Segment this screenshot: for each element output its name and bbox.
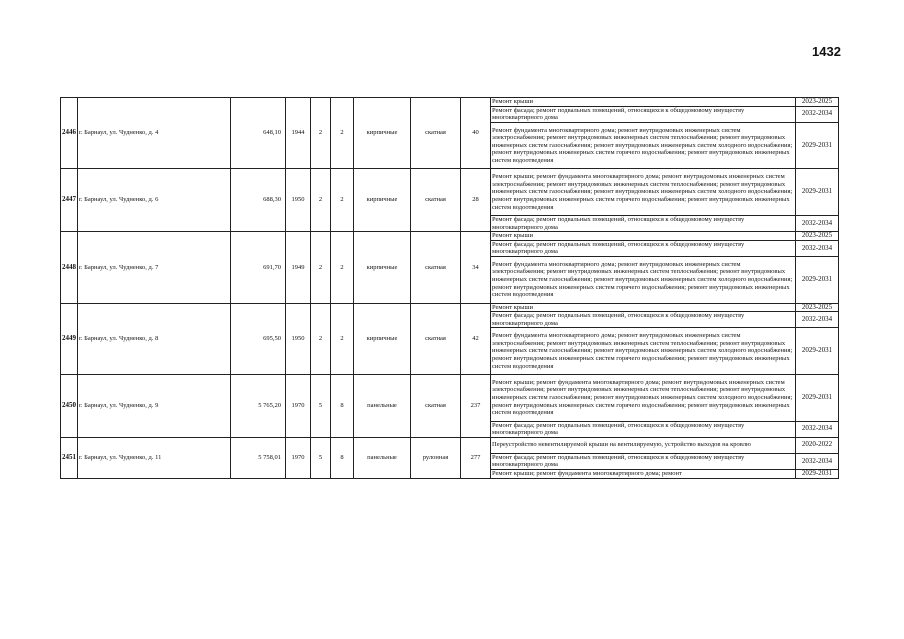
- work-description-cell: Ремонт крыши; ремонт фундамента многоквартирного дома; ремонт внутридомовых инженерных систем электроснабжения; ремонт внутридомовых инженерных систем теплоснабжения; ремонт внутридомовых инженерных систем газоснабжения; ремонт внутридомовых инженерных систем холодного водоснабжения; ремонт внутридомовых инженерных систем горячего водоснабжения; ремонт внутридомовых инженерных систем водоотведения: [491, 374, 796, 421]
- floors-cell: 5: [311, 437, 331, 478]
- residents-cell: 277: [461, 437, 491, 478]
- house-number-cell: 2446: [61, 98, 78, 169]
- area-cell: 5 765,20: [231, 374, 286, 437]
- build-year-cell: 1949: [286, 232, 311, 303]
- work-period-cell: 2032-2034: [796, 106, 839, 122]
- work-description-cell: Ремонт крыши; ремонт фундамента многоквартирного дома; ремонт: [491, 470, 796, 479]
- floors-cell: 2: [311, 232, 331, 303]
- build-year-cell: 1944: [286, 98, 311, 169]
- entrances-cell: 2: [331, 232, 354, 303]
- table-row: [61, 374, 839, 421]
- work-period-cell: 2029-2031: [796, 374, 839, 421]
- wall-material-cell: кирпичные: [354, 303, 411, 374]
- work-period-cell: 2023-2025: [796, 303, 839, 312]
- address-cell: г. Барнаул, ул. Чудненко, д. 9: [78, 374, 231, 437]
- work-period-cell: 2032-2034: [796, 453, 839, 469]
- residents-cell: 28: [461, 169, 491, 232]
- work-description-cell: Ремонт фундамента многоквартирного дома; ремонт внутридомовых инженерных систем электроснабжения; ремонт внутридомовых инженерных систем теплоснабжения; ремонт внутридомовых инженерных систем газоснабжения; ремонт внутридомовых инженерных систем холодного водоснабжения; ремонт внутридомовых инженерных систем горячего водоснабжения; ремонт внутридомовых инженерных систем водоотведения: [491, 122, 796, 169]
- work-description-cell: Ремонт крыши: [491, 303, 796, 312]
- wall-material-cell: кирпичные: [354, 169, 411, 232]
- wall-material-cell: панельные: [354, 437, 411, 478]
- work-description-cell: Ремонт фундамента многоквартирного дома; ремонт внутридомовых инженерных систем электроснабжения; ремонт внутридомовых инженерных систем теплоснабжения; ремонт внутридомовых инженерных систем газоснабжения; ремонт внутридомовых инженерных систем холодного водоснабжения; ремонт внутридомовых инженерных систем горячего водоснабжения; ремонт внутридомовых инженерных систем водоотведения: [491, 256, 796, 303]
- wall-material-cell: кирпичные: [354, 232, 411, 303]
- work-period-cell: 2023-2025: [796, 232, 839, 241]
- work-description-cell: Ремонт фасада; ремонт подвальных помещений, относящихся к общедомовому имуществу многоквартирного дома: [491, 106, 796, 122]
- residents-cell: 42: [461, 303, 491, 374]
- residents-cell: 34: [461, 232, 491, 303]
- page-number: 1432: [812, 44, 841, 59]
- work-description-cell: Ремонт фасада; ремонт подвальных помещений, относящихся к общедомовому имуществу многоквартирного дома: [491, 421, 796, 437]
- address-cell: г. Барнаул, ул. Чудненко, д. 7: [78, 232, 231, 303]
- address-cell: г. Барнаул, ул. Чудненко, д. 6: [78, 169, 231, 232]
- work-period-cell: 2032-2034: [796, 312, 839, 328]
- work-period-cell: 2029-2031: [796, 328, 839, 375]
- entrances-cell: 8: [331, 437, 354, 478]
- build-year-cell: 1950: [286, 169, 311, 232]
- work-description-cell: Ремонт фасада; ремонт подвальных помещений, относящихся к общедомовому имуществу многоквартирного дома: [491, 240, 796, 256]
- house-number-cell: 2447: [61, 169, 78, 232]
- entrances-cell: 8: [331, 374, 354, 437]
- house-number-cell: 2448: [61, 232, 78, 303]
- area-cell: 695,50: [231, 303, 286, 374]
- work-period-cell: 2029-2031: [796, 256, 839, 303]
- floors-cell: 2: [311, 303, 331, 374]
- work-period-cell: 2032-2034: [796, 421, 839, 437]
- work-period-cell: 2023-2025: [796, 98, 839, 107]
- area-cell: 648,10: [231, 98, 286, 169]
- build-year-cell: 1970: [286, 437, 311, 478]
- area-cell: 688,30: [231, 169, 286, 232]
- work-description-cell: Ремонт крыши; ремонт фундамента многоквартирного дома; ремонт внутридомовых инженерных систем электроснабжения; ремонт внутридомовых инженерных систем теплоснабжения; ремонт внутридомовых инженерных систем газоснабжения; ремонт внутридомовых инженерных систем холодного водоснабжения; ремонт внутридомовых инженерных систем горячего водоснабжения; ремонт внутридомовых инженерных систем водоотведения: [491, 169, 796, 216]
- roof-type-cell: рулонная: [411, 437, 461, 478]
- address-cell: г. Барнаул, ул. Чудненко, д. 11: [78, 437, 231, 478]
- roof-type-cell: скатная: [411, 98, 461, 169]
- entrances-cell: 2: [331, 303, 354, 374]
- table-row: [61, 437, 839, 453]
- work-period-cell: 2032-2034: [796, 215, 839, 231]
- wall-material-cell: кирпичные: [354, 98, 411, 169]
- roof-type-cell: скатная: [411, 374, 461, 437]
- table-row: [61, 169, 839, 216]
- capital-repair-table: [60, 97, 839, 479]
- residents-cell: 237: [461, 374, 491, 437]
- entrances-cell: 2: [331, 98, 354, 169]
- work-description-cell: Ремонт фундамента многоквартирного дома; ремонт внутридомовых инженерных систем электроснабжения; ремонт внутридомовых инженерных систем теплоснабжения; ремонт внутридомовых инженерных систем газоснабжения; ремонт внутридомовых инженерных систем холодного водоснабжения; ремонт внутридомовых инженерных систем горячего водоснабжения; ремонт внутридомовых инженерных систем водоотведения: [491, 328, 796, 375]
- area-cell: 5 758,01: [231, 437, 286, 478]
- work-description-cell: Ремонт крыши: [491, 232, 796, 241]
- wall-material-cell: панельные: [354, 374, 411, 437]
- work-description-cell: Переустройство невентилируемой крыши на вентилируемую, устройство выходов на кровлю: [491, 437, 796, 453]
- floors-cell: 2: [311, 169, 331, 232]
- work-period-cell: 2029-2031: [796, 470, 839, 479]
- work-period-cell: 2029-2031: [796, 169, 839, 216]
- work-period-cell: 2032-2034: [796, 240, 839, 256]
- floors-cell: 2: [311, 98, 331, 169]
- build-year-cell: 1970: [286, 374, 311, 437]
- roof-type-cell: скатная: [411, 169, 461, 232]
- work-period-cell: 2029-2031: [796, 122, 839, 169]
- work-description-cell: Ремонт фасада; ремонт подвальных помещений, относящихся к общедомовому имуществу многоквартирного дома: [491, 215, 796, 231]
- work-description-cell: Ремонт фасада; ремонт подвальных помещений, относящихся к общедомовому имуществу многоквартирного дома: [491, 312, 796, 328]
- roof-type-cell: скатная: [411, 232, 461, 303]
- build-year-cell: 1950: [286, 303, 311, 374]
- address-cell: г. Барнаул, ул. Чудненко, д. 8: [78, 303, 231, 374]
- house-number-cell: 2451: [61, 437, 78, 478]
- floors-cell: 5: [311, 374, 331, 437]
- roof-type-cell: скатная: [411, 303, 461, 374]
- residents-cell: 40: [461, 98, 491, 169]
- house-number-cell: 2450: [61, 374, 78, 437]
- house-number-cell: 2449: [61, 303, 78, 374]
- table-row: [61, 98, 839, 107]
- table-row: [61, 232, 839, 241]
- area-cell: 691,70: [231, 232, 286, 303]
- work-period-cell: 2020-2022: [796, 437, 839, 453]
- work-description-cell: Ремонт фасада; ремонт подвальных помещений, относящихся к общедомовому имуществу многоквартирного дома: [491, 453, 796, 469]
- entrances-cell: 2: [331, 169, 354, 232]
- work-description-cell: Ремонт крыши: [491, 98, 796, 107]
- address-cell: г. Барнаул, ул. Чудненко, д. 4: [78, 98, 231, 169]
- table-row: [61, 303, 839, 312]
